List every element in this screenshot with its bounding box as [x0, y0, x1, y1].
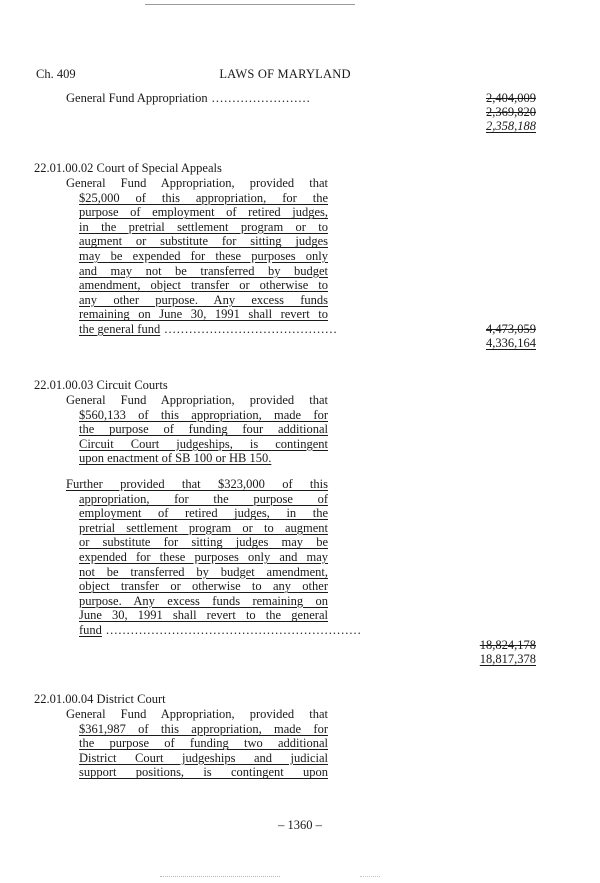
- text-line: $25,000 of this appropriation, for the: [79, 190, 328, 205]
- text-line: or substitute for sitting judges may be: [79, 535, 328, 550]
- section-title: 22.01.00.03 Circuit Courts: [34, 378, 168, 392]
- page-header-title: LAWS OF MARYLAND: [219, 67, 351, 81]
- amount-amended: 18,817,378: [479, 652, 536, 667]
- section-title: 22.01.00.04 District Court: [34, 692, 166, 706]
- text-line: augment or substitute for sitting judges: [79, 234, 328, 249]
- page-number: – 1360 –: [278, 818, 322, 832]
- text-line: remaining on June 30, 1991 shall revert to: [79, 307, 328, 322]
- text-line: General Fund Appropriation, provided that: [66, 393, 328, 407]
- section-body: [66, 393, 328, 466]
- text-line: General Fund Appropriation, provided that: [66, 176, 328, 190]
- first-amounts: [486, 91, 536, 134]
- text-line: the purpose of funding four additional: [79, 422, 328, 437]
- text-line: pretrial settlement program or to augment: [79, 520, 328, 535]
- text-line: not be transferred by budget amendment,: [79, 564, 328, 579]
- text-line: Circuit Court judgeships, is contingent: [79, 436, 328, 451]
- text-line: appropriation, for the purpose of: [79, 491, 328, 506]
- amount-struck: 18,824,178: [479, 638, 536, 652]
- text-line: purpose. Any excess funds remaining on: [79, 593, 328, 608]
- text-line: employment of retired judges, in the: [79, 506, 328, 521]
- scan-artifact: [160, 876, 280, 878]
- text-line: $560,133 of this appropriation, made for: [79, 407, 328, 422]
- amount-struck: 4,473,059: [486, 322, 536, 336]
- amount-struck: 2,404,009: [486, 91, 536, 105]
- text-line: the general fund ..........................................: [79, 321, 338, 336]
- first-appropriation: General Fund Appropriation ........................: [66, 91, 311, 105]
- text-line: object transfer or otherwise to any other: [79, 579, 328, 594]
- section-body: [66, 176, 338, 337]
- text-line: purpose of employment of retired judges,: [79, 205, 328, 220]
- text-line: in the pretrial settlement program or to: [79, 219, 328, 234]
- amount-amended: 2,358,188: [486, 119, 536, 134]
- text-line: General Fund Appropriation, provided that: [66, 707, 328, 721]
- text-line: support positions, is contingent upon: [79, 765, 328, 780]
- section-body-further: [66, 477, 362, 638]
- section-amounts: [486, 322, 536, 350]
- text-line: $361,987 of this appropriation, made for: [79, 721, 328, 736]
- text-line: the purpose of funding two additional: [79, 736, 328, 751]
- section-body: [66, 707, 328, 780]
- section-amounts: [480, 638, 536, 666]
- text-line: amendment, object transfer or otherwise to: [79, 278, 328, 293]
- text-line: District Court judgeships and judicial: [79, 750, 328, 765]
- text-line: may be expended for these purposes only: [79, 248, 328, 263]
- text-line: upon enactment of SB 100 or HB 150.: [79, 451, 272, 466]
- text-line: June 30, 1991 shall revert to the general: [79, 608, 328, 623]
- text-line: and may not be transferred by budget: [79, 263, 328, 278]
- text-line: any other purpose. Any excess funds: [79, 292, 328, 307]
- amount-amended: 4,336,164: [486, 336, 536, 351]
- amount-struck: 2,369,820: [486, 105, 536, 120]
- text-line: Further provided that $323,000 of this: [66, 477, 328, 491]
- text-line: fund ..............................................................: [79, 622, 362, 637]
- chapter-label: Ch. 409: [36, 67, 76, 81]
- scan-top-rule: [145, 4, 355, 5]
- scan-artifact: [360, 876, 380, 878]
- first-appropriation-label: General Fund Appropriation: [66, 91, 208, 105]
- section-title: 22.01.00.02 Court of Special Appeals: [34, 161, 222, 175]
- text-line: expended for these purposes only and may: [79, 549, 328, 564]
